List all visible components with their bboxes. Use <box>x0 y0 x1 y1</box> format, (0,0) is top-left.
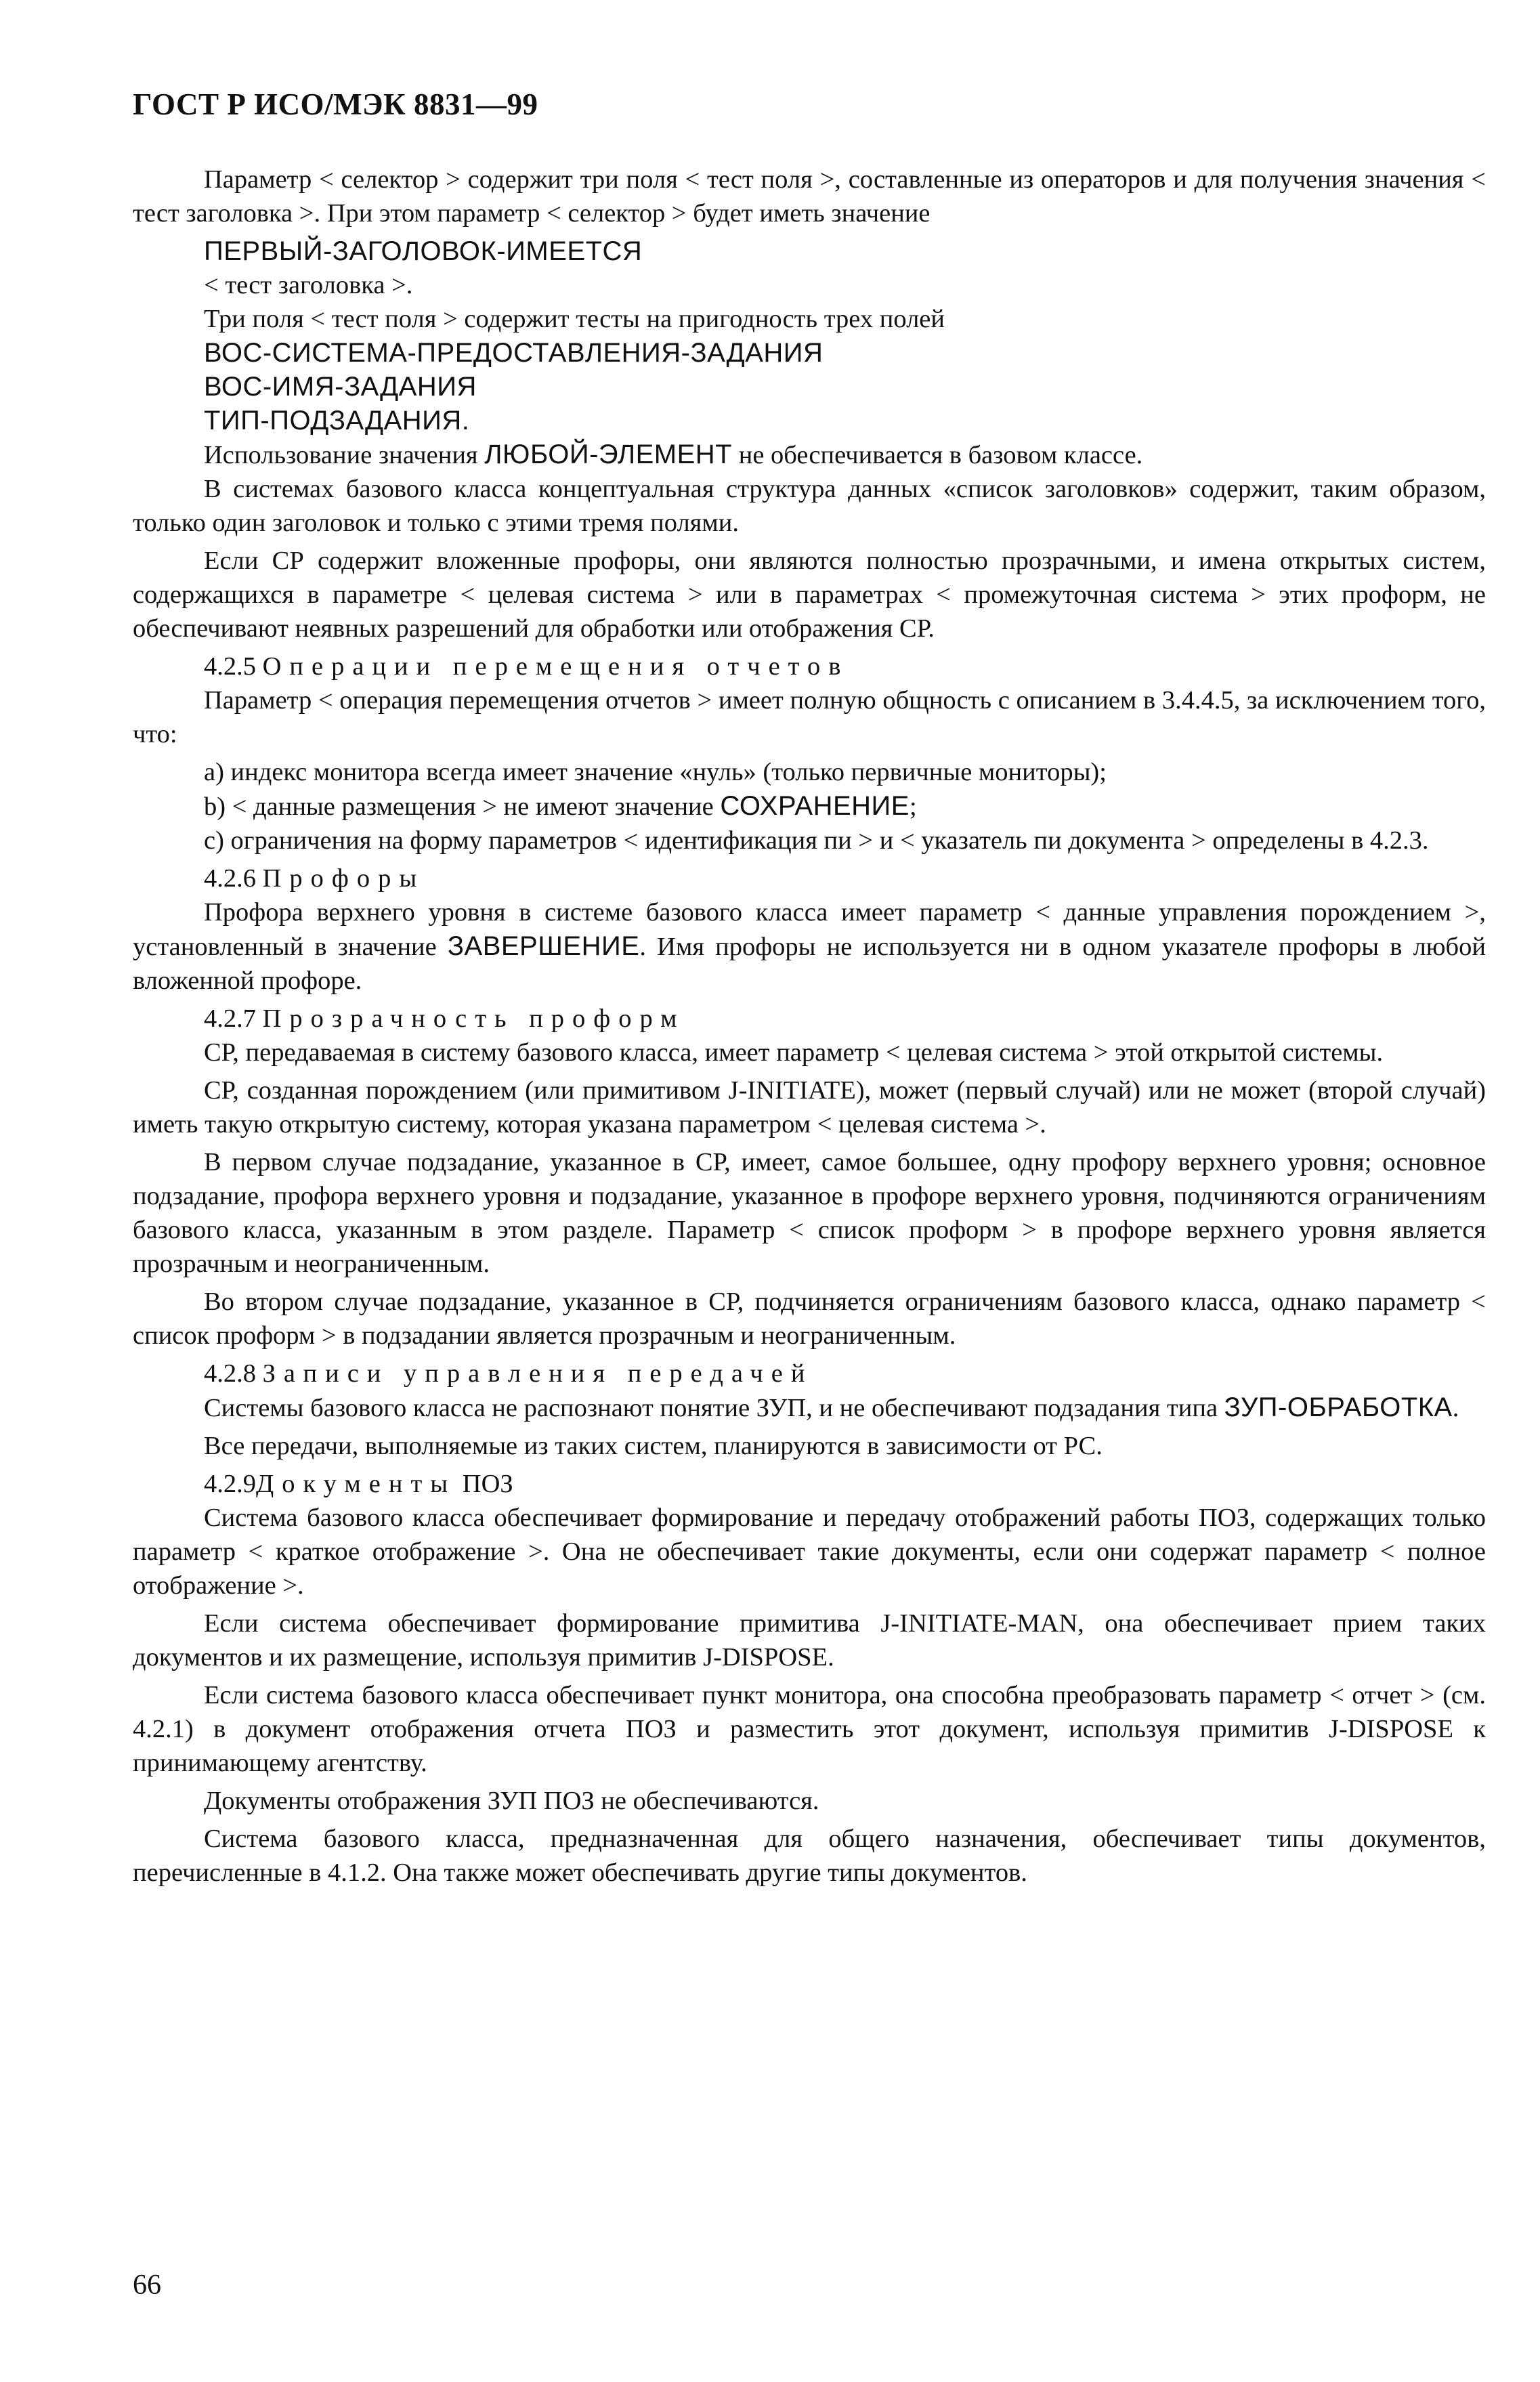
paragraph: Система базового класса обеспечивает формирование и передачу отображений работы ПОЗ, содержащих только параметр < краткое отображение >. Она не обеспечивает такие документы, если они содержат параметр < полное отображение >. <box>133 1504 1486 1600</box>
value-line: < тест заголовка >. <box>204 271 413 299</box>
section-title: Профоры <box>262 864 425 893</box>
paragraph <box>133 895 1486 998</box>
paragraph <box>133 438 1486 472</box>
text-run: b) < данные размещения > не имеют значение <box>204 792 721 821</box>
text-run: ; <box>909 792 917 821</box>
section-title: Операции перемещения отчетов <box>262 652 849 681</box>
paragraph: Во втором случае подзадание, указанное в СР, подчиняется ограничениям базового класса, однако параметр < список проформ > в подзадании является прозрачным и неограниченным. <box>133 1288 1486 1350</box>
text-run: Профора верхнего уровня в системе базового класса имеет параметр < данные управления порождением >, установленный в значение <box>133 898 1486 961</box>
field-name: ВОС-ИМЯ-ЗАДАНИЯ <box>204 372 477 402</box>
section-number: 4.2.7 <box>204 1004 256 1033</box>
section-heading <box>133 650 1486 683</box>
page-body <box>133 163 1486 1894</box>
section-title: Записи управления передачей <box>262 1359 813 1388</box>
section-heading <box>133 862 1486 895</box>
paragraph: В системах базового класса концептуальная структура данных «список заголовков» содержит, таким образом, только один заголовок и только с этими тремя полями. <box>133 475 1486 537</box>
text-run: не обеспечивается в базовом классе. <box>732 441 1143 469</box>
list-item: а) индекс монитора всегда имеет значение «нуль» (только первичные мониторы); <box>204 758 1107 786</box>
paragraph: Три поля < тест поля > содержит тесты на пригодность трех полей <box>204 305 945 333</box>
section-title-suffix: ПОЗ <box>462 1470 513 1498</box>
paragraph: Если СР содержит вложенные профоры, они являются полностью прозрачными, и имена открытых систем, содержащихся в параметре < целевая система > или в параметрах < промежуточная система > этих проформ, не обеспечивают неявных разрешений для обработки или отображения СР. <box>133 547 1486 643</box>
paragraph: Система базового класса, предназначенная для общего назначения, обеспечивает типы документов, перечисленные в 4.1.2. Она также может обеспечивать другие типы документов. <box>133 1825 1486 1887</box>
list-item: с) ограничения на форму параметров < идентификация пи > и < указатель пи документа > определены в 4.2.3. <box>204 826 1429 855</box>
text-run: Использование значения <box>204 441 485 469</box>
section-title: Прозрачность проформ <box>262 1004 685 1033</box>
field-name: ТИП-ПОДЗАДАНИЯ. <box>204 406 470 435</box>
field-name: ВОС-СИСТЕМА-ПРЕДОСТАВЛЕНИЯ-ЗАДАНИЯ <box>204 338 824 368</box>
page-header: ГОСТ Р ИСО/МЭК 8831—99 <box>133 87 538 121</box>
paragraph: Все передачи, выполняемые из таких систем, планируются в зависимости от РС. <box>204 1432 1103 1460</box>
paragraph: В первом случае подзадание, указанное в СР, имеет, самое большее, одну профору верхнего уровня; основное подзадание, профора верхнего уровня и подзадание, указанное в профоре верхнего уровня, подчиняются ограничениям базового класса, указанным в этом разделе. Параметр < список проформ > в профоре верхнего уровня является прозрачным и неограниченным. <box>133 1148 1486 1278</box>
paragraph: Если система обеспечивает формирование примитива J-INITIATE-MAN, она обеспечивает прием таких документов и их размещение, используя примитив J-DISPOSE. <box>133 1609 1486 1672</box>
paragraph: Если система базового класса обеспечивает пункт монитора, она способна преобразовать параметр < отчет > (см. 4.2.1) в документ отображения отчета ПОЗ и разместить этот документ, используя примитив J-DISPOSE к принимающему агентству. <box>133 1681 1486 1777</box>
paragraph <box>133 1390 1486 1425</box>
list-item <box>133 789 1486 824</box>
value-term: ЗУП-ОБРАБОТКА <box>1224 1392 1453 1422</box>
section-number: 4.2.9 <box>204 1470 256 1498</box>
page-number: 66 <box>133 2270 161 2301</box>
section-number: 4.2.6 <box>204 864 256 893</box>
value-term: СОХРАНЕНИЕ <box>720 791 910 821</box>
section-heading <box>133 1002 1486 1036</box>
text-run: . <box>1452 1394 1459 1422</box>
value-term: ЗАВЕРШЕНИЕ <box>447 931 640 961</box>
text-run: Системы базового класса не распознают понятие ЗУП, и не обеспечивают подзадания типа <box>204 1394 1224 1422</box>
section-number: 4.2.8 <box>204 1359 256 1388</box>
section-title: Документы <box>256 1470 456 1498</box>
paragraph: Документы отображения ЗУП ПОЗ не обеспечиваются. <box>204 1787 819 1815</box>
section-number: 4.2.5 <box>204 652 256 681</box>
section-heading <box>133 1357 1486 1390</box>
section-heading <box>133 1467 1486 1501</box>
paragraph: Параметр < операция перемещения отчетов > имеет полную общность с описанием в 3.4.4.5, за исключением того, что: <box>133 686 1486 748</box>
value-term: ЛЮБОЙ-ЭЛЕМЕНТ <box>484 440 733 469</box>
paragraph: СР, созданная порождением (или примитивом J-INITIATE), может (первый случай) или не может (второй случай) иметь такую открытую систему, которая указана параметром < целевая система >. <box>133 1076 1486 1139</box>
text-run: . Имя профоры не используется ни в одном указателе профоры в любой вложенной профоре. <box>133 933 1486 995</box>
paragraph: СР, передаваемая в систему базового класса, имеет параметр < целевая система > этой открытой системы. <box>204 1038 1384 1067</box>
value-line: ПЕРВЫЙ-ЗАГОЛОВОК-ИМЕЕТСЯ <box>204 236 643 266</box>
paragraph: Параметр < селектор > содержит три поля < тест поля >, составленные из операторов и для получения значения < тест заголовка >. При этом параметр < селектор > будет иметь значение <box>133 165 1486 228</box>
